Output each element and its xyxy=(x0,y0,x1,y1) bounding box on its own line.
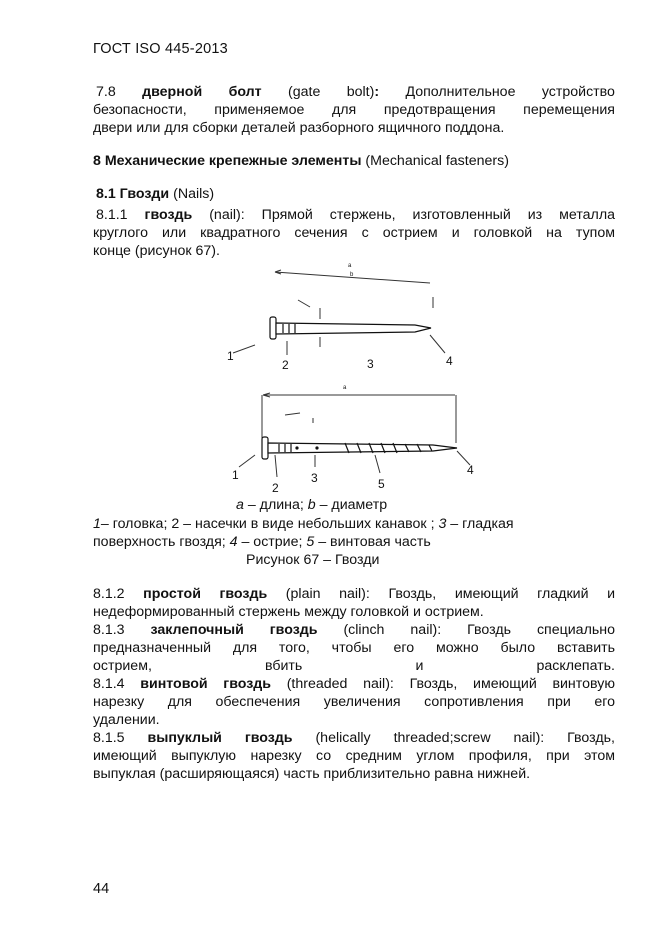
term-english: (clinch nail): xyxy=(343,622,442,638)
nail-head xyxy=(270,317,276,339)
diameter-leader xyxy=(285,413,300,415)
section-title-english: (Mechanical fasteners) xyxy=(365,153,509,169)
definition: Гвоздь, имеющий винтовую xyxy=(409,676,615,692)
legend-num: 3 xyxy=(438,516,447,532)
leader-1 xyxy=(239,455,255,467)
section-8-heading xyxy=(93,152,615,170)
leader-5 xyxy=(375,455,380,473)
leader-2 xyxy=(275,455,277,477)
dot-mark xyxy=(316,447,318,449)
figure-legend-line1 xyxy=(93,515,514,533)
legend-num: 1 xyxy=(93,516,101,532)
legend-text: поверхность гвоздя; xyxy=(93,534,230,550)
clause-8-1-1-line1 xyxy=(96,206,615,224)
word: и xyxy=(415,658,424,674)
clause-number: 8.1.1 xyxy=(96,207,128,223)
clause-8-1-3-line3 xyxy=(93,657,615,675)
legend-a-text: – длина; xyxy=(243,497,308,513)
legend-b-text: – диаметр xyxy=(315,497,388,513)
term: дверной болт xyxy=(142,84,262,100)
nail2-label-2: 2 xyxy=(272,481,279,495)
nail2-label-4: 4 xyxy=(467,463,474,477)
term: простой гвоздь xyxy=(143,586,268,602)
clause-number: 8.1.4 xyxy=(93,676,125,692)
word: вставить xyxy=(556,640,616,656)
section-title: 8.1 Гвозди xyxy=(96,186,170,202)
clause-8-1-1-line2: круглого или квадратного сечения с острием и головкой на тупом xyxy=(93,225,615,241)
term-english: (gate bolt) xyxy=(288,84,375,100)
term: гвоздь xyxy=(144,207,193,223)
section-8-1-heading xyxy=(96,185,618,203)
clause-number: 7.8 xyxy=(96,84,116,100)
clause-8-1-5-line3: выпуклая (расширяющаяся) часть приблизительно равна нижней. xyxy=(93,766,531,782)
clause-8-1-2-line2: недеформированный стержень между головкой и острием. xyxy=(93,604,484,620)
clause-8-1-3-line1 xyxy=(93,621,615,639)
leader-4 xyxy=(430,335,445,353)
word: было xyxy=(500,640,536,656)
clause-8-1-4-line2: нарезку для обеспечения увеличения сопротивления при его xyxy=(93,694,615,710)
legend-num: 4 xyxy=(229,534,238,550)
word: чтобы xyxy=(331,640,372,656)
section-title: 8 Механические крепежные элементы xyxy=(93,153,362,169)
legend-text: – острие; xyxy=(237,534,307,550)
legend-text: – головка; 2 – насечки в виде небольших канавок ; xyxy=(100,516,439,532)
clause-8-1-5-line1 xyxy=(93,729,615,747)
clause-8-1-2-line1 xyxy=(93,585,615,603)
plain-nail xyxy=(270,317,431,339)
definition: Гвоздь, xyxy=(567,730,615,746)
clause-8-1-3-line2 xyxy=(93,639,615,657)
word: его xyxy=(393,640,415,656)
nail2-label-3: 3 xyxy=(311,471,318,485)
term: винтовой гвоздь xyxy=(140,676,272,692)
definition: Гвоздь, имеющий гладкий и xyxy=(388,586,616,602)
clause-7-8-line2: безопасности, применяемое для предотвращения перемещения xyxy=(93,102,615,118)
dot-mark xyxy=(296,447,298,449)
nail1-label-4: 4 xyxy=(446,354,453,368)
clause-number: 8.1.3 xyxy=(93,622,125,638)
nail1-label-2: 2 xyxy=(282,358,289,372)
nail-head xyxy=(262,437,268,459)
figure-title: Рисунок 67 – Гвозди xyxy=(246,552,380,568)
definition: Прямой стержень, изготовленный из металла xyxy=(261,207,615,223)
word: предназначенный xyxy=(93,640,211,656)
definition: Дополнительное устройство xyxy=(405,84,615,100)
legend-a: a xyxy=(236,497,244,513)
nail-shank xyxy=(276,323,431,334)
diameter-leader xyxy=(298,300,310,307)
term-english: (threaded nail): xyxy=(286,676,394,692)
legend-text: – винтовая часть xyxy=(314,534,431,550)
term-english: (plain nail): xyxy=(285,586,370,602)
term-english: (helically threaded;screw nail): xyxy=(315,730,545,746)
clause-8-1-4-line3: удалении. xyxy=(93,712,160,728)
word: для xyxy=(232,640,258,656)
word: можно xyxy=(435,640,479,656)
section-title-english: (Nails) xyxy=(173,186,215,202)
word: расклепать. xyxy=(536,658,615,674)
clause-number: 8.1.5 xyxy=(93,730,125,746)
legend-text: – гладкая xyxy=(446,516,514,532)
word: острием, xyxy=(93,658,152,674)
clause-8-1-1-line3: конце (рисунок 67). xyxy=(93,243,220,259)
label-b-top: b xyxy=(350,272,354,278)
nail1-label-1: 1 xyxy=(227,349,234,363)
leader-1 xyxy=(233,345,255,353)
nails-drawing xyxy=(225,255,485,495)
word: вбить xyxy=(265,658,303,674)
nail1-label-3: 3 xyxy=(367,357,374,371)
term: выпуклый гвоздь xyxy=(147,730,293,746)
screw-nail xyxy=(262,437,457,459)
legend-num: 5 xyxy=(306,534,315,550)
nail2-label-5: 5 xyxy=(378,477,385,491)
word: того, xyxy=(278,640,310,656)
term: заклепочный гвоздь xyxy=(150,622,318,638)
figure-legend-line2 xyxy=(93,533,431,551)
nail2-label-1: 1 xyxy=(232,468,239,482)
clause-number: 8.1.2 xyxy=(93,586,125,602)
label-a-bottom: a xyxy=(343,385,347,391)
document-header: ГОСТ ISO 445-2013 xyxy=(93,41,228,57)
legend-b: b xyxy=(307,497,316,513)
figure-dimension-legend xyxy=(236,496,387,514)
clause-8-1-4-line1 xyxy=(93,675,615,693)
figure-67-nails xyxy=(225,255,485,495)
label-a-top: a xyxy=(348,263,352,269)
clause-7-8-line3: двери или для сборки деталей разборного ящичного поддона. xyxy=(93,120,505,136)
page-number: 44 xyxy=(93,881,110,897)
clause-8-1-5-line2: имеющий выпуклую нарезку со средним углом профиля, при этом xyxy=(93,748,615,764)
clause-7-8-line1: 7.8 дверной болт (gate bolt): Дополнительное устройство xyxy=(93,83,615,101)
term-english: (nail): xyxy=(209,207,245,223)
definition: Гвоздь специально xyxy=(467,622,615,638)
